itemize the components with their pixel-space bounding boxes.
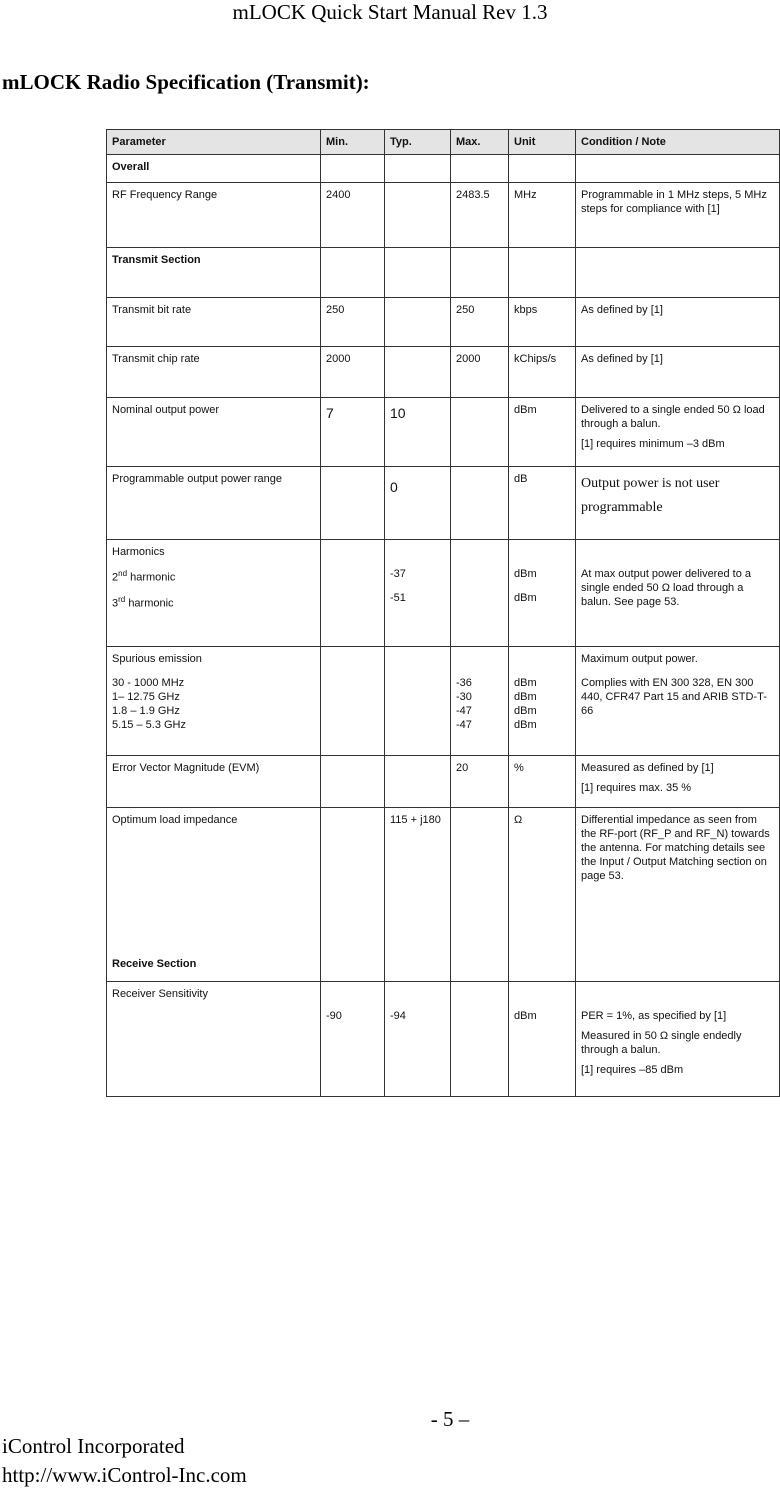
unit-cell: Ω xyxy=(509,808,576,982)
freq-range: 1.8 – 1.9 GHz xyxy=(112,705,180,717)
freq-range: 1– 12.75 GHz xyxy=(112,691,180,703)
company-url[interactable]: http://www.iControl-Inc.com xyxy=(2,1463,247,1487)
table-row xyxy=(107,756,780,808)
min-cell xyxy=(321,398,385,467)
table-row xyxy=(107,398,780,467)
typ-cell xyxy=(385,347,451,398)
unit-cell: MHz xyxy=(509,183,576,248)
note-cell xyxy=(576,398,780,467)
table-row xyxy=(107,347,780,398)
col-header: Condition / Note xyxy=(576,130,780,155)
section-title: mLOCK Radio Specification (Transmit): xyxy=(2,70,370,94)
typ-value: 0 xyxy=(390,479,398,495)
table-header-row xyxy=(107,130,780,155)
col-header: Typ. xyxy=(385,130,451,155)
note-cell: As defined by [1] xyxy=(576,347,780,398)
min-cell: -90 xyxy=(321,982,385,1097)
max-cell: 2000 xyxy=(451,347,509,398)
param-cell xyxy=(107,808,321,982)
table-row xyxy=(107,982,780,1097)
table-row xyxy=(107,467,780,540)
note-cell: Measured as defined by [1] [1] requires max. 35 % xyxy=(576,756,780,808)
page-number: - 5 – xyxy=(430,1407,470,1431)
table-row xyxy=(107,647,780,756)
param-cell xyxy=(107,647,321,756)
spurious-label: Spurious emission xyxy=(112,653,202,665)
param-cell: Receiver Sensitivity xyxy=(107,982,321,1097)
typ-cell xyxy=(385,540,451,647)
unit-cell: dB xyxy=(509,467,576,540)
impedance-label: Optimum load impedance xyxy=(112,814,238,826)
freq-range: 30 - 1000 MHz xyxy=(112,677,185,689)
note-line: [1] requires minimum –3 dBm xyxy=(581,438,725,450)
unit-value: dBm xyxy=(514,592,537,604)
unit-cell: % xyxy=(509,756,576,808)
param-cell: Nominal output power xyxy=(107,398,321,467)
param-cell: RF Frequency Range xyxy=(107,183,321,248)
max-cell xyxy=(451,467,509,540)
min-value: 7 xyxy=(326,405,334,421)
harmonics-label: Harmonics xyxy=(112,546,165,558)
note-cell: Differential impedance as seen from the RF-port (RF_P and RF_N) towards the antenna. For matching details see the Input / Output Matching section on page 53. xyxy=(576,808,780,982)
note-cell: Maximum output power. Complies with EN 300 328, EN 300 440, CFR47 Part 15 and ARIB STD-T-66 xyxy=(576,647,780,756)
typ-value: 10 xyxy=(390,405,406,421)
running-header: mLOCK Quick Start Manual Rev 1.3 xyxy=(232,0,548,24)
note-cell: As defined by [1] xyxy=(576,298,780,347)
note-cell: PER = 1%, as specified by [1] Measured in 50 Ω single endedly through a balun. [1] requires –85 dBm xyxy=(576,982,780,1097)
col-header: Parameter xyxy=(107,130,321,155)
unit-cell: kChips/s xyxy=(509,347,576,398)
receive-section-label: Receive Section xyxy=(112,958,197,970)
table-row xyxy=(107,248,780,298)
note-cell: Programmable in 1 MHz steps, 5 MHz steps for compliance with [1] xyxy=(576,183,780,248)
min-cell: 2000 xyxy=(321,347,385,398)
unit-cell: dBm xyxy=(509,398,576,467)
note-line: Delivered to a single ended 50 Ω load through a balun. xyxy=(581,404,765,430)
min-cell xyxy=(321,467,385,540)
table-row xyxy=(107,183,780,248)
param-cell: Error Vector Magnitude (EVM) xyxy=(107,756,321,808)
unit-value: dBm xyxy=(514,568,537,580)
param-cell: Transmit chip rate xyxy=(107,347,321,398)
table-row xyxy=(107,155,780,183)
param-cell: Programmable output power range xyxy=(107,467,321,540)
min-cell: 2400 xyxy=(321,183,385,248)
col-header: Max. xyxy=(451,130,509,155)
note-cell: At max output power delivered to a single ended 50 Ω load through a balun. See page 53. xyxy=(576,540,780,647)
note-cell: Output power is not user programmable xyxy=(576,467,780,540)
typ-cell: -94 xyxy=(385,982,451,1097)
typ-cell xyxy=(385,467,451,540)
row-overall: Overall xyxy=(107,155,321,183)
unit-cell: kbps xyxy=(509,298,576,347)
param-cell: Transmit bit rate xyxy=(107,298,321,347)
max-cell xyxy=(451,398,509,467)
unit-cell: dBm dBm dBm dBm xyxy=(509,647,576,756)
param-cell xyxy=(107,540,321,647)
footer-company xyxy=(2,1432,247,1490)
max-cell: 250 xyxy=(451,298,509,347)
typ-value: -51 xyxy=(390,592,406,604)
unit-cell: dBm xyxy=(509,982,576,1097)
company-name: iControl Incorporated xyxy=(2,1434,185,1458)
typ-value: -37 xyxy=(390,568,406,580)
typ-cell: 115 + j180 xyxy=(385,808,451,982)
table-row xyxy=(107,540,780,647)
harmonic-3rd: 3rd harmonic xyxy=(112,594,174,610)
col-header: Unit xyxy=(509,130,576,155)
max-cell: 20 xyxy=(451,756,509,808)
row-transmit-section: Transmit Section xyxy=(107,248,321,298)
max-cell: -36 -30 -47 -47 xyxy=(451,647,509,756)
unit-cell xyxy=(509,540,576,647)
typ-cell xyxy=(385,298,451,347)
table-row xyxy=(107,808,780,982)
harmonic-2nd: 2nd harmonic xyxy=(112,569,176,584)
max-cell: 2483.5 xyxy=(451,183,509,248)
min-cell: 250 xyxy=(321,298,385,347)
table-row xyxy=(107,298,780,347)
typ-cell xyxy=(385,183,451,248)
spec-table xyxy=(106,129,780,1097)
typ-cell xyxy=(385,398,451,467)
freq-range: 5.15 – 5.3 GHz xyxy=(112,719,186,731)
col-header: Min. xyxy=(321,130,385,155)
